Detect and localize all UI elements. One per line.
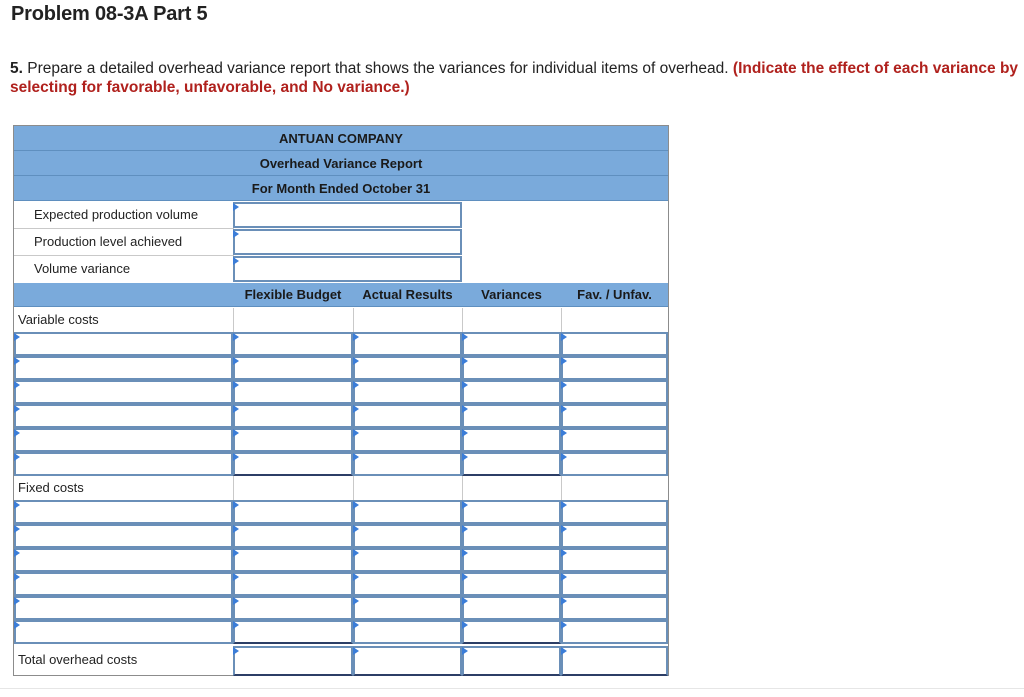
dropdown-arrow-icon <box>353 429 359 437</box>
dropdown-arrow-icon <box>14 453 20 461</box>
dropdown-arrow-icon <box>353 549 359 557</box>
variable-costs-row-3-actual-results-input[interactable] <box>353 380 462 404</box>
fixed-costs-row-5-flexible-budget-input[interactable] <box>233 596 353 620</box>
variable-costs-row-2-flexible-budget-input[interactable] <box>233 356 353 380</box>
dropdown-arrow-icon <box>353 597 359 605</box>
column-header-row <box>14 283 668 307</box>
fixed-costs-row-1-flexible-budget-input[interactable] <box>233 500 353 524</box>
variable-costs-row-2-item-input[interactable] <box>14 356 233 380</box>
col-variances: Variances <box>481 287 542 302</box>
fixed-costs-row-4-flexible-budget-input[interactable] <box>233 572 353 596</box>
company-name: ANTUAN COMPANY <box>14 126 668 151</box>
variable-costs-row-3-flexible-budget-input[interactable] <box>233 380 353 404</box>
fixed-costs-row-3-fav-unfav-input[interactable] <box>561 548 668 572</box>
dropdown-arrow-icon <box>14 621 20 629</box>
variable-costs-row-5-fav-unfav-input[interactable] <box>561 428 668 452</box>
fixed-costs-row-3-flexible-budget-input[interactable] <box>233 548 353 572</box>
problem-title: Problem 08-3A Part 5 <box>11 3 208 25</box>
fixed-costs-subtotal-row-6-item-input[interactable] <box>14 620 233 644</box>
dropdown-arrow-icon <box>462 525 468 533</box>
fixed-costs-subtotal-row-6-actual-results-input[interactable] <box>353 620 462 644</box>
dropdown-arrow-icon <box>353 405 359 413</box>
variable-costs-row-1-flexible-budget-input[interactable] <box>233 332 353 356</box>
fixed-costs-row-5-fav-unfav-input[interactable] <box>561 596 668 620</box>
dropdown-arrow-icon <box>233 647 239 655</box>
dropdown-arrow-icon <box>233 257 239 265</box>
fixed-costs-row-5-item-input[interactable] <box>14 596 233 620</box>
dropdown-arrow-icon <box>462 453 468 461</box>
total-overhead-variance-input[interactable] <box>462 646 561 676</box>
variable-costs-row-2-variance-input[interactable] <box>462 356 561 380</box>
dropdown-arrow-icon <box>14 381 20 389</box>
fixed-costs-row-2-actual-results-input[interactable] <box>353 524 462 548</box>
dropdown-arrow-icon <box>233 203 239 211</box>
dropdown-arrow-icon <box>353 333 359 341</box>
variable-costs-row-1-fav-unfav-input[interactable] <box>561 332 668 356</box>
dropdown-arrow-icon <box>462 573 468 581</box>
dropdown-arrow-icon <box>353 647 359 655</box>
variable-costs-row-2-actual-results-input[interactable] <box>353 356 462 380</box>
dropdown-arrow-icon <box>353 501 359 509</box>
fixed-costs-row-2-item-input[interactable] <box>14 524 233 548</box>
dropdown-arrow-icon <box>561 621 567 629</box>
variable-costs-subtotal-row-6-actual-results-input[interactable] <box>353 452 462 476</box>
dropdown-arrow-icon <box>462 549 468 557</box>
fixed-costs-row-3-variance-input[interactable] <box>462 548 561 572</box>
fixed-costs-row-4-fav-unfav-input[interactable] <box>561 572 668 596</box>
variable-costs-subtotal-row-6-item-input[interactable] <box>14 452 233 476</box>
dropdown-arrow-icon <box>233 405 239 413</box>
volume-variance-input[interactable] <box>233 256 462 282</box>
prompt-text: Prepare a detailed overhead variance report that shows the variances for individual items of overhead. <box>22 60 733 77</box>
fixed-costs-row-4-actual-results-input[interactable] <box>353 572 462 596</box>
dropdown-arrow-icon <box>353 453 359 461</box>
fixed-costs-subtotal-row-6-fav-unfav-input[interactable] <box>561 620 668 644</box>
dropdown-arrow-icon <box>14 573 20 581</box>
dropdown-arrow-icon <box>561 453 567 461</box>
dropdown-arrow-icon <box>561 405 567 413</box>
variable-costs-row-3-variance-input[interactable] <box>462 380 561 404</box>
dropdown-arrow-icon <box>353 381 359 389</box>
variable-costs-row-1-item-input[interactable] <box>14 332 233 356</box>
dropdown-arrow-icon <box>233 333 239 341</box>
total-overhead-flexible-budget-input[interactable] <box>233 646 353 676</box>
total-overhead-fav-unfav-input[interactable] <box>561 646 668 676</box>
dropdown-arrow-icon <box>14 333 20 341</box>
expected-production-volume-input[interactable] <box>233 202 462 228</box>
dropdown-arrow-icon <box>233 525 239 533</box>
variable-costs-subtotal-row-6-flexible-budget-input[interactable] <box>233 452 353 476</box>
problem-prompt <box>10 59 1022 97</box>
dropdown-arrow-icon <box>462 501 468 509</box>
fixed-costs-row-1-item-input[interactable] <box>14 500 233 524</box>
dropdown-arrow-icon <box>561 549 567 557</box>
dropdown-arrow-icon <box>233 357 239 365</box>
dropdown-arrow-icon <box>462 333 468 341</box>
variable-costs-row-4-item-input[interactable] <box>14 404 233 428</box>
dropdown-arrow-icon <box>462 429 468 437</box>
dropdown-arrow-icon <box>233 501 239 509</box>
variable-costs-label: Variable costs <box>18 312 99 327</box>
dropdown-arrow-icon <box>561 501 567 509</box>
fixed-costs-row-5-actual-results-input[interactable] <box>353 596 462 620</box>
fixed-costs-subtotal-row-6-variance-input[interactable] <box>462 620 561 644</box>
dropdown-arrow-icon <box>14 405 20 413</box>
variable-costs-row-5-variance-input[interactable] <box>462 428 561 452</box>
fixed-costs-row-3-item-input[interactable] <box>14 548 233 572</box>
dropdown-arrow-icon <box>233 429 239 437</box>
dropdown-arrow-icon <box>233 573 239 581</box>
dropdown-arrow-icon <box>462 621 468 629</box>
variable-costs-row-4-actual-results-input[interactable] <box>353 404 462 428</box>
dropdown-arrow-icon <box>561 525 567 533</box>
fixed-costs-row-1-fav-unfav-input[interactable] <box>561 500 668 524</box>
expected-production-volume-label: Expected production volume <box>34 207 199 222</box>
dropdown-arrow-icon <box>561 357 567 365</box>
variable-costs-row-3-item-input[interactable] <box>14 380 233 404</box>
fixed-costs-row-4-variance-input[interactable] <box>462 572 561 596</box>
dropdown-arrow-icon <box>14 501 20 509</box>
dropdown-arrow-icon <box>561 597 567 605</box>
total-overhead-actual-results-input[interactable] <box>353 646 462 676</box>
fixed-costs-subtotal-row-6-flexible-budget-input[interactable] <box>233 620 353 644</box>
fixed-costs-row-1-variance-input[interactable] <box>462 500 561 524</box>
dropdown-arrow-icon <box>353 357 359 365</box>
variable-costs-subtotal-row-6-fav-unfav-input[interactable] <box>561 452 668 476</box>
dropdown-arrow-icon <box>14 549 20 557</box>
dropdown-arrow-icon <box>14 357 20 365</box>
variable-costs-row-1-actual-results-input[interactable] <box>353 332 462 356</box>
dropdown-arrow-icon <box>462 381 468 389</box>
report-name: Overhead Variance Report <box>14 151 668 176</box>
variable-costs-subtotal-row-6-variance-input[interactable] <box>462 452 561 476</box>
dropdown-arrow-icon <box>233 597 239 605</box>
dropdown-arrow-icon <box>233 621 239 629</box>
production-level-achieved-input[interactable] <box>233 229 462 255</box>
dropdown-arrow-icon <box>233 381 239 389</box>
overhead-variance-worksheet <box>13 125 669 676</box>
dropdown-arrow-icon <box>14 429 20 437</box>
fixed-costs-row-3-actual-results-input[interactable] <box>353 548 462 572</box>
dropdown-arrow-icon <box>462 405 468 413</box>
dropdown-arrow-icon <box>353 573 359 581</box>
dropdown-arrow-icon <box>462 647 468 655</box>
dropdown-arrow-icon <box>561 573 567 581</box>
col-actual-results: Actual Results <box>362 287 453 302</box>
fixed-costs-row-4-item-input[interactable] <box>14 572 233 596</box>
dropdown-arrow-icon <box>561 647 567 655</box>
dropdown-arrow-icon <box>14 525 20 533</box>
variable-costs-row-4-flexible-budget-input[interactable] <box>233 404 353 428</box>
prompt-number: 5. <box>10 60 23 77</box>
fixed-costs-label: Fixed costs <box>18 480 84 495</box>
fixed-costs-row-1-actual-results-input[interactable] <box>353 500 462 524</box>
volume-variance-label: Volume variance <box>34 261 131 276</box>
dropdown-arrow-icon <box>561 429 567 437</box>
variable-costs-row-2-fav-unfav-input[interactable] <box>561 356 668 380</box>
dropdown-arrow-icon <box>233 230 239 238</box>
prompt-instruction: (Indicate the effect of each variance by selecting for favorable, unfavorable, and No variance.) <box>10 60 1019 96</box>
fixed-costs-row-2-fav-unfav-input[interactable] <box>561 524 668 548</box>
dropdown-arrow-icon <box>561 333 567 341</box>
variable-costs-row-4-fav-unfav-input[interactable] <box>561 404 668 428</box>
fixed-costs-row-2-variance-input[interactable] <box>462 524 561 548</box>
variable-costs-row-5-item-input[interactable] <box>14 428 233 452</box>
variable-costs-row-5-actual-results-input[interactable] <box>353 428 462 452</box>
production-level-achieved-label: Production level achieved <box>34 234 183 249</box>
dropdown-arrow-icon <box>353 525 359 533</box>
fixed-costs-row-5-variance-input[interactable] <box>462 596 561 620</box>
variable-costs-row-3-fav-unfav-input[interactable] <box>561 380 668 404</box>
dropdown-arrow-icon <box>14 597 20 605</box>
variable-costs-row-4-variance-input[interactable] <box>462 404 561 428</box>
dropdown-arrow-icon <box>233 549 239 557</box>
col-flexible-budget: Flexible Budget <box>244 287 342 302</box>
variable-costs-row-1-variance-input[interactable] <box>462 332 561 356</box>
total-overhead-costs-label: Total overhead costs <box>18 652 138 667</box>
dropdown-arrow-icon <box>462 357 468 365</box>
variable-costs-row-5-flexible-budget-input[interactable] <box>233 428 353 452</box>
dropdown-arrow-icon <box>233 453 239 461</box>
col-fav-unfav: Fav. / Unfav. <box>577 287 652 302</box>
fixed-costs-row-2-flexible-budget-input[interactable] <box>233 524 353 548</box>
dropdown-arrow-icon <box>561 381 567 389</box>
dropdown-arrow-icon <box>353 621 359 629</box>
dropdown-arrow-icon <box>462 597 468 605</box>
report-period: For Month Ended October 31 <box>14 176 668 201</box>
